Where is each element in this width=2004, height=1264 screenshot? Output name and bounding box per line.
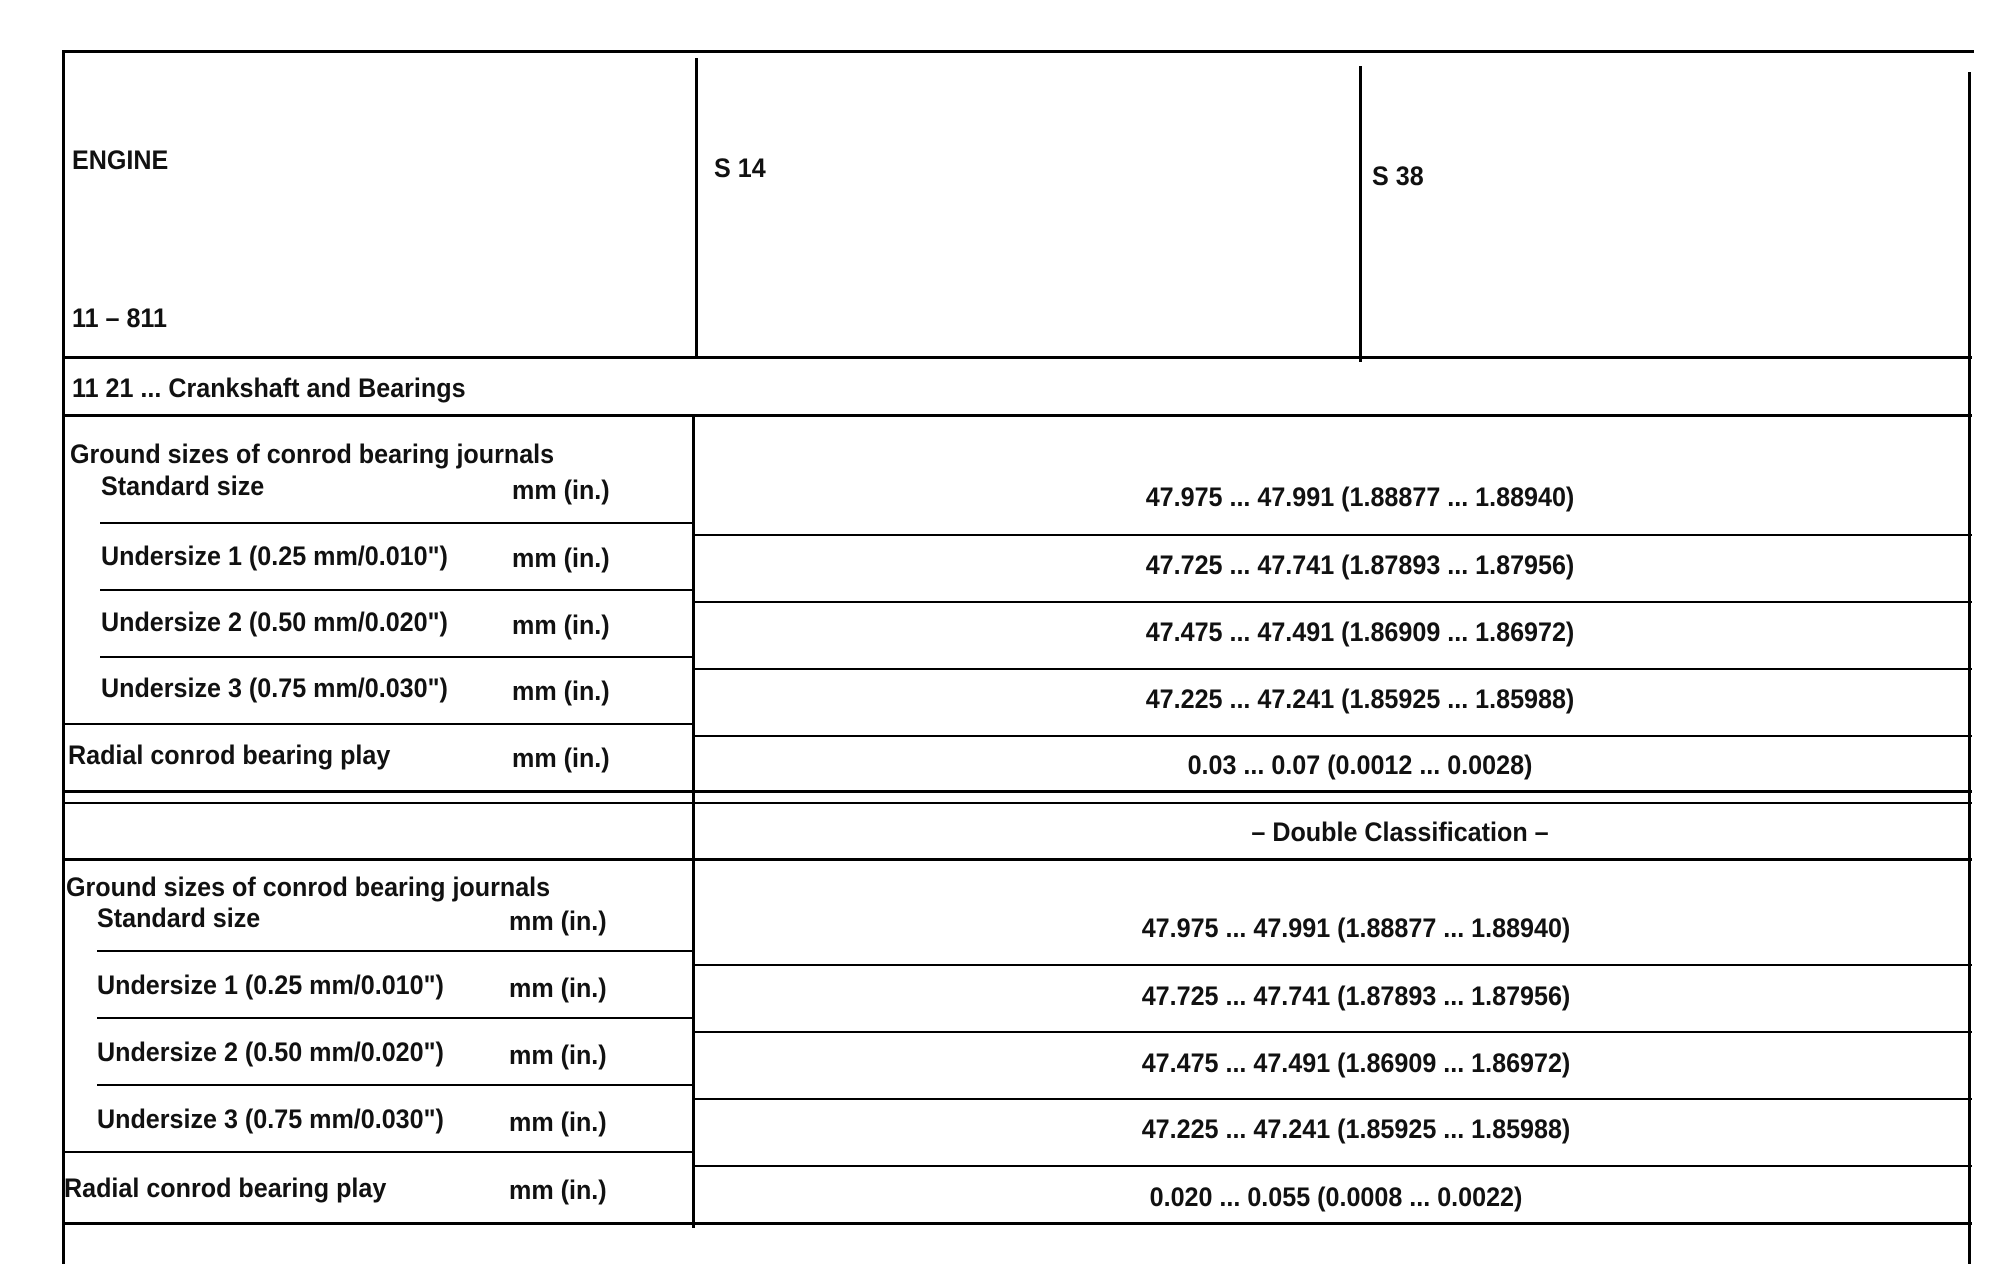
page-code: 11 – 811 (72, 303, 167, 333)
block1-row-undersize2-label: Undersize 2 (0.50 mm/0.020") (101, 607, 448, 637)
value-column-divider (692, 415, 695, 1228)
block2-row-standard-value: 47.975 ... 47.991 (1.88877 ... 1.88940) (1141, 913, 1571, 943)
block1-row-standard-unit: mm (in.) (512, 475, 610, 505)
row-line-3b (692, 668, 1972, 670)
section-bottom-line (62, 414, 1972, 417)
block1-row-undersize3-label: Undersize 3 (0.75 mm/0.030") (101, 673, 448, 703)
row-line-5 (64, 790, 1972, 793)
row-line-2a (100, 589, 695, 591)
block2-play-label: Radial conrod bearing play (64, 1173, 387, 1203)
row-line-2b (692, 601, 1972, 603)
block2-row-undersize3-unit: mm (in.) (509, 1107, 607, 1137)
block2-row-standard-label: Standard size (97, 903, 261, 933)
column-header-s14: S 14 (714, 153, 766, 183)
block2-row-undersize3-label: Undersize 3 (0.75 mm/0.030") (97, 1104, 444, 1134)
header-divider-2 (1359, 66, 1362, 362)
block2-play-value: 0.020 ... 0.055 (0.0008 ... 0.0022) (1149, 1182, 1523, 1212)
block2-play-unit: mm (in.) (509, 1175, 607, 1205)
block1-heading: Ground sizes of conrod bearing journals (70, 439, 555, 469)
row-line-10a (97, 1084, 695, 1086)
block1-row-undersize1-label: Undersize 1 (0.25 mm/0.010") (101, 541, 448, 571)
block2-row-undersize1-value: 47.725 ... 47.741 (1.87893 ... 1.87956) (1141, 981, 1571, 1011)
header-bottom-line (62, 356, 1972, 359)
row-line-11a (62, 1151, 695, 1153)
block1-row-undersize1-unit: mm (in.) (512, 543, 610, 573)
row-line-1b (692, 534, 1972, 536)
row-line-12 (62, 1222, 1972, 1225)
block2-row-undersize1-label: Undersize 1 (0.25 mm/0.010") (97, 970, 444, 1000)
block1-row-standard-label: Standard size (101, 471, 265, 501)
frame-top-line (62, 50, 1974, 53)
row-line-7 (64, 858, 1972, 861)
block1-row-undersize2-value: 47.475 ... 47.491 (1.86909 ... 1.86972) (1145, 617, 1575, 647)
block2-row-undersize1-unit: mm (in.) (509, 973, 607, 1003)
row-line-8a (97, 950, 695, 952)
block1-row-undersize2-unit: mm (in.) (512, 610, 610, 640)
block2-row-undersize3-value: 47.225 ... 47.241 (1.85925 ... 1.85988) (1141, 1114, 1571, 1144)
row-line-6 (64, 802, 1972, 804)
block2-heading: Ground sizes of conrod bearing journals (66, 872, 551, 902)
row-line-10b (692, 1098, 1972, 1100)
block1-row-standard-value: 47.975 ... 47.991 (1.88877 ... 1.88940) (1145, 482, 1575, 512)
row-line-3a (100, 656, 695, 658)
block1-play-value: 0.03 ... 0.07 (0.0012 ... 0.0028) (1187, 750, 1533, 780)
row-line-9a (97, 1017, 695, 1019)
row-line-4a (64, 723, 695, 725)
block1-row-undersize3-value: 47.225 ... 47.241 (1.85925 ... 1.85988) (1145, 684, 1575, 714)
row-line-1a (100, 522, 695, 524)
block1-row-undersize1-value: 47.725 ... 47.741 (1.87893 ... 1.87956) (1145, 550, 1575, 580)
frame-left-line (62, 50, 65, 1264)
column-header-s38: S 38 (1372, 161, 1424, 191)
block1-play-label: Radial conrod bearing play (68, 740, 391, 770)
row-line-9b (692, 1031, 1972, 1033)
engine-label: ENGINE (72, 145, 169, 175)
row-line-4b (692, 735, 1972, 737)
block2-row-undersize2-value: 47.475 ... 47.491 (1.86909 ... 1.86972) (1141, 1048, 1571, 1078)
row-line-11b (692, 1165, 1972, 1167)
block2-row-standard-unit: mm (in.) (509, 906, 607, 936)
section-title: 11 21 ... Crankshaft and Bearings (72, 373, 466, 403)
block2-row-undersize2-unit: mm (in.) (509, 1040, 607, 1070)
classification-note: – Double Classification – (1251, 817, 1549, 847)
block1-row-undersize3-unit: mm (in.) (512, 676, 610, 706)
row-line-8b (692, 964, 1972, 966)
block2-row-undersize2-label: Undersize 2 (0.50 mm/0.020") (97, 1037, 444, 1067)
header-divider-1 (695, 58, 698, 358)
block1-play-unit: mm (in.) (512, 743, 610, 773)
